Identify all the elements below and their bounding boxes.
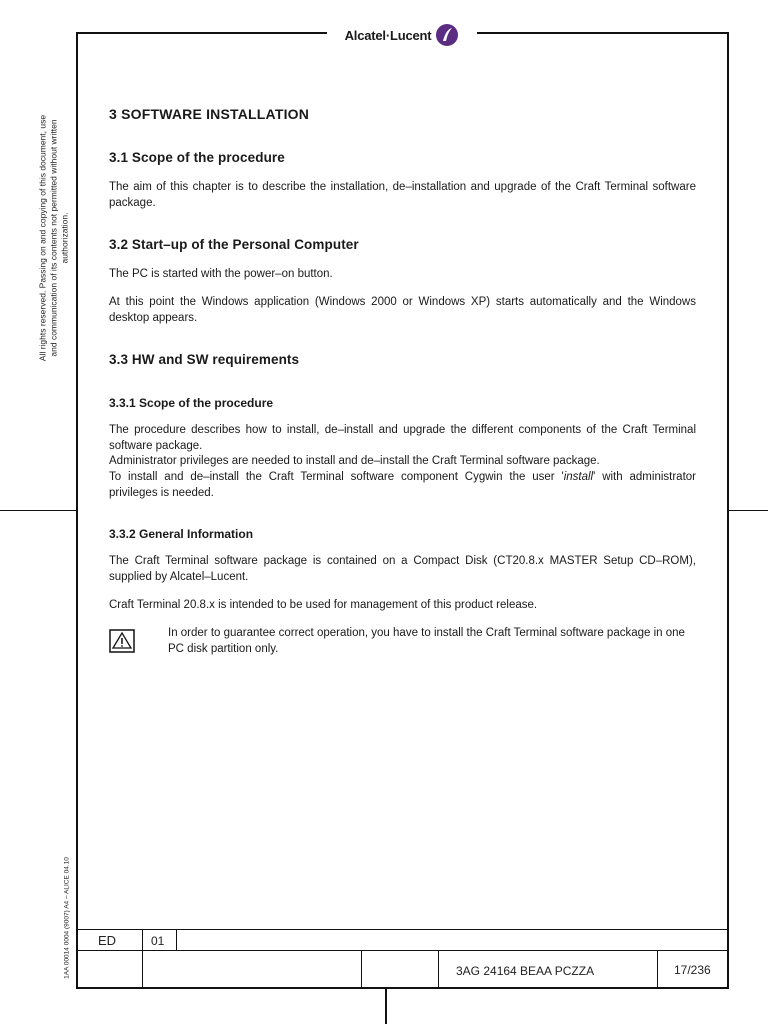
section-3-3-2-title: 3.3.2 General Information xyxy=(109,527,254,541)
section-3-2-paragraph-1: The PC is started with the power–on button. xyxy=(109,268,333,280)
brand-logo xyxy=(327,22,477,48)
alcatel-lucent-logo-icon xyxy=(435,23,459,47)
paragraph-text: To install and de–install the Craft Terminal software component Cygwin the user ' xyxy=(109,471,564,483)
section-3-3-1-paragraph-3 xyxy=(109,470,696,501)
section-3-3-1-paragraph-1: The procedure describes how to install, de–install and upgrade the different components of the Craft Terminal software package. xyxy=(109,424,696,452)
section-3-1-title: 3.1 Scope of the procedure xyxy=(109,150,285,165)
footer-divider xyxy=(657,950,658,989)
section-3-title: 3 SOFTWARE INSTALLATION xyxy=(109,106,310,122)
section-3-3-title: 3.3 HW and SW requirements xyxy=(109,352,300,367)
warning-text: In order to guarantee correct operation, you have to install the Craft Terminal software package in one PC disk partition only. xyxy=(168,627,685,655)
footer-divider xyxy=(142,929,143,989)
section-3-3-1-title: 3.3.1 Scope of the procedure xyxy=(109,396,274,410)
page-frame xyxy=(76,32,729,989)
edition-value: 01 xyxy=(151,934,165,948)
footer-rule xyxy=(76,950,729,951)
section-3-2-title: 3.2 Start–up of the Personal Computer xyxy=(109,237,359,252)
page-number: 17/236 xyxy=(674,963,711,977)
fold-mark-right xyxy=(729,510,768,511)
section-3-3-2-paragraph-2: Craft Terminal 20.8.x is intended to be used for management of this product release. xyxy=(109,599,538,611)
warning-icon xyxy=(109,629,135,653)
section-3-3-1-paragraph-2: Administrator privileges are needed to install and de–install the Craft Terminal software package. xyxy=(109,455,600,467)
section-3-3-2-paragraph-1: The Craft Terminal software package is contained on a Compact Disk (CT20.8.x MASTER Setup CD–ROM), supplied by Alcatel–Lucent. xyxy=(109,555,696,583)
section-3-2-paragraph-2: At this point the Windows application (Windows 2000 or Windows XP) starts automatically and the Windows desktop appears. xyxy=(109,296,696,324)
edition-label: ED xyxy=(98,933,117,948)
form-code: 1AA 00014 0004 (9007) A4 – ALICE 04.10 xyxy=(63,857,71,979)
paragraph-text: ' with administrator privileges is needed. xyxy=(109,471,696,499)
fold-mark-bottom xyxy=(385,989,387,1024)
brand-name: Alcatel·Lucent xyxy=(344,27,432,43)
document-code: 3AG 24164 BEAA PCZZA xyxy=(456,964,595,978)
copyright-note: All rights reserved. Passing on and copying of this document, use and communication of its contents not permitted without written authorization. xyxy=(37,114,70,362)
footer-divider xyxy=(176,929,177,950)
footer-divider xyxy=(438,950,439,989)
emphasis-install: install xyxy=(563,471,594,483)
footer-rule xyxy=(76,929,729,930)
fold-mark-left xyxy=(0,510,76,511)
footer-table xyxy=(76,929,729,989)
section-3-1-paragraph: The aim of this chapter is to describe the installation, de–installation and upgrade of the Craft Terminal software package. xyxy=(109,181,696,209)
footer-divider xyxy=(361,950,362,989)
